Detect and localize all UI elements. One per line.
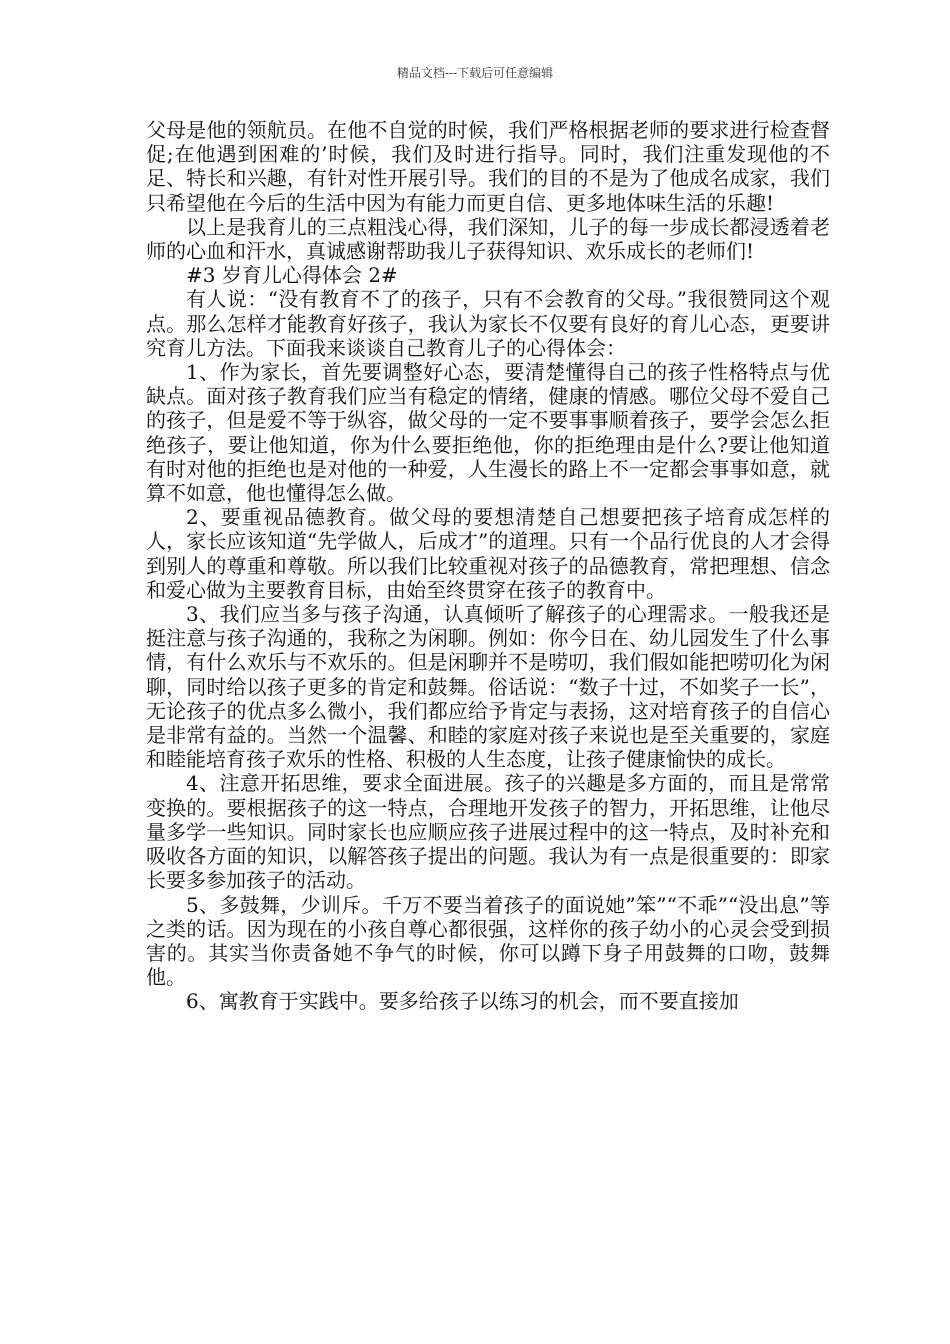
paragraph-point-4: 4、注意开拓思维，要求全面进展。孩子的兴趣是多方面的，而且是常常变换的。要根据孩子的这一特点，合理地开发孩子的智力，开拓思维，让他尽量多学一些知识。同时家长也应顺应孩子进展过程中的这一特点，及时补充和吸收各方面的知识，以解答孩子提出的问题。我认为有一点是很重要的：即家长要多参加孩子的活动。 [146, 771, 830, 893]
document-body [146, 118, 830, 1014]
paragraph-point-5: 5、多鼓舞，少训斥。千万不要当着孩子的面说她”笨”“不乖”“没出息”等之类的话。因为现在的小孩自尊心都很强，这样你的孩子幼小的心灵会受到损害的。其实当你责备她不争气的时候，你可以蹲下身子用鼓舞的口吻，鼓舞他。 [146, 892, 830, 990]
section-heading: #3 岁育儿心得体会 2# [186, 263, 398, 288]
paragraph-point-3: 3、我们应当多与孩子沟通，认真倾听了解孩子的心理需求。一般我还是挺注意与孩子沟通的，我称之为闲聊。例如：你今日在、幼儿园发生了什么事情，有什么欢乐与不欢乐的。但是闲聊并不是唠叨，我们假如能把唠叨化为闲聊，同时给以孩子更多的肯定和鼓舞。俗话说：“数子十过，不如奖子一长”，无论孩子的优点多么微小，我们都应给予肯定与表扬，这对培育孩子的自信心是非常有益的。当然一个温馨、和睦的家庭对孩子来说也是至关重要的，家庭和睦能培育孩子欢乐的性格、积极的人生态度，让孩子健康愉快的成长。 [146, 602, 830, 772]
paragraph-2: 以上是我育儿的三点粗浅心得，我们深知，儿子的每一步成长都浸透着老师的心血和汗水，真诚感谢帮助我儿子获得知识、欢乐成长的老师们! [146, 214, 830, 264]
paragraph-point-1: 1、作为家长，首先要调整好心态，要清楚懂得自己的孩子性格特点与优缺点。面对孩子教育我们应当有稳定的情绪，健康的情感。哪位父母不爱自己的孩子，但是爱不等于纵容，做父母的一定不要事事顺着孩子，要学会怎么拒绝孩子，要让他知道，你为什么要拒绝他，你的拒绝理由是什么?要让他知道有时对他的拒绝也是对他的一种爱，人生漫长的路上不一定都会事事如意，就算不如意，他也懂得怎么做。 [146, 360, 830, 506]
paragraph-1: 父母是他的领航员。在他不自觉的时候，我们严格根据老师的要求进行检查督促;在他遇到困难的’时候，我们及时进行指导。同时，我们注重发现他的不足、特长和兴趣，有针对性开展引导。我们的目的不是为了他成名成家，我们只希望他在今后的生活中因为有能力而更自信、更多地体味生活的乐趣! [146, 118, 830, 215]
paragraph-point-2: 2、要重视品德教育。做父母的要想清楚自己想要把孩子培育成怎样的人，家长应该知道“先学做人，后成才”的道理。只有一个品行优良的人才会得到别人的尊重和尊敬。所以我们比较重视对孩子的品德教育，常把理想、信念和爱心做为主要教育目标，由始至终贯穿在孩子的教育中。 [146, 505, 830, 602]
paragraph-point-6: 6、寓教育于实践中。要多给孩子以练习的机会，而不要直接加 [186, 989, 739, 1014]
page-header: 精品文档---下载后可任意编辑 [396, 66, 554, 80]
paragraph-4: 有人说：“没有教育不了的孩子，只有不会教育的父母。”我很赞同这个观点。那么怎样才能教育好孩子，我认为家长不仅要有良好的育儿心态，更要讲究育儿方法。下面我来谈谈自己教育儿子的心得体会： [146, 287, 830, 360]
